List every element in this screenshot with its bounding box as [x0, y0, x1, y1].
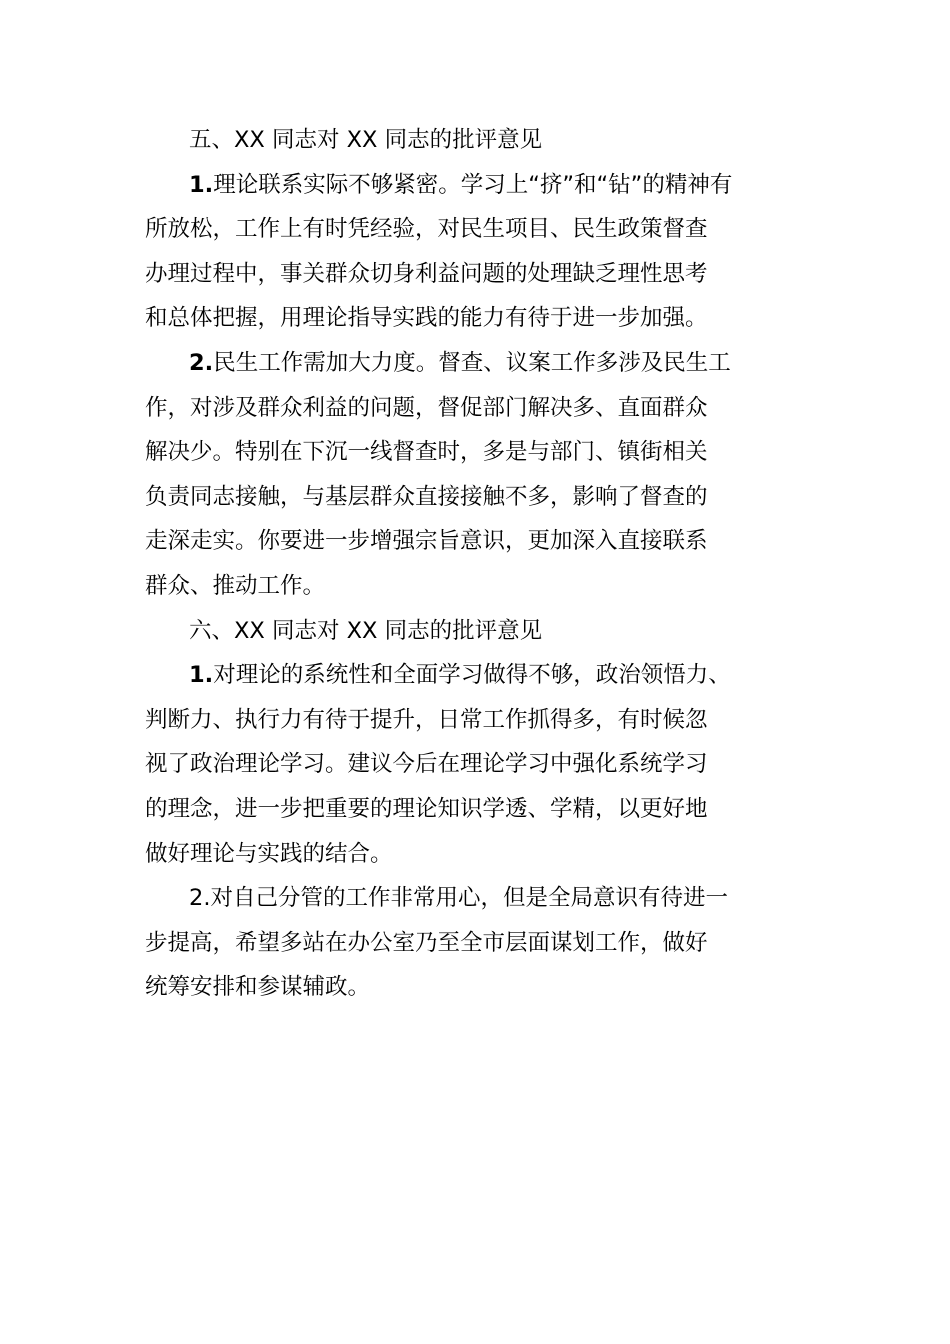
paragraph-line: 判断力、执行力有待于提升，日常工作抓得多，有时候忽	[145, 706, 708, 733]
item-number: 2.	[189, 349, 214, 376]
paragraph-line: 所放松，工作上有时凭经验，对民生项目、民生政策督查	[145, 216, 708, 243]
paragraph-line: 1.对理论的系统性和全面学习做得不够，政治领悟力、	[189, 662, 731, 689]
paragraph-line: 统筹安排和参谋辅政。	[145, 974, 371, 1001]
section-heading: 五、XX 同志对 XX 同志的批评意见	[189, 127, 543, 153]
list-item	[145, 163, 815, 341]
list-item	[145, 341, 815, 609]
paragraph-line: 做好理论与实践的结合。	[145, 840, 393, 867]
paragraph-line: 1.理论联系实际不够紧密。学习上“挤”和“钻”的精神有	[189, 171, 733, 198]
paragraph-line: 办理过程中，事关群众切身利益问题的处理缺乏理性思考	[145, 260, 708, 287]
paragraph-line: 视了政治理论学习。建议今后在理论学习中强化系统学习	[145, 751, 708, 778]
document-body	[145, 118, 815, 1010]
list-item	[145, 876, 815, 1010]
section-heading: 六、XX 同志对 XX 同志的批评意见	[189, 617, 543, 644]
item-number: 2.	[189, 885, 211, 912]
paragraph-line: 的理念，进一步把重要的理论知识学透、学精，以更好地	[145, 795, 708, 822]
paragraph-line: 走深走实。你要进一步增强宗旨意识，更加深入直接联系	[145, 528, 708, 555]
list-item	[145, 653, 815, 876]
paragraph-line: 和总体把握，用理论指导实践的能力有待于进一步加强。	[145, 305, 708, 332]
paragraph-line: 负责同志接触，与基层群众直接接触不多，影响了督查的	[145, 483, 708, 510]
paragraph-line: 作，对涉及群众利益的问题，督促部门解决多、直面群众	[145, 394, 708, 421]
item-number: 1.	[189, 662, 214, 689]
paragraph-line: 群众、推动工作。	[145, 572, 326, 599]
item-number: 1.	[189, 171, 214, 198]
paragraph-line: 2.对自己分管的工作非常用心，但是全局意识有待进一	[189, 885, 728, 912]
paragraph-line: 2.民生工作需加大力度。督查、议案工作多涉及民生工	[189, 349, 731, 376]
paragraph-line: 步提高，希望多站在办公室乃至全市层面谋划工作，做好	[145, 929, 708, 956]
paragraph-line: 解决少。特别在下沉一线督查时，多是与部门、镇街相关	[145, 439, 708, 466]
